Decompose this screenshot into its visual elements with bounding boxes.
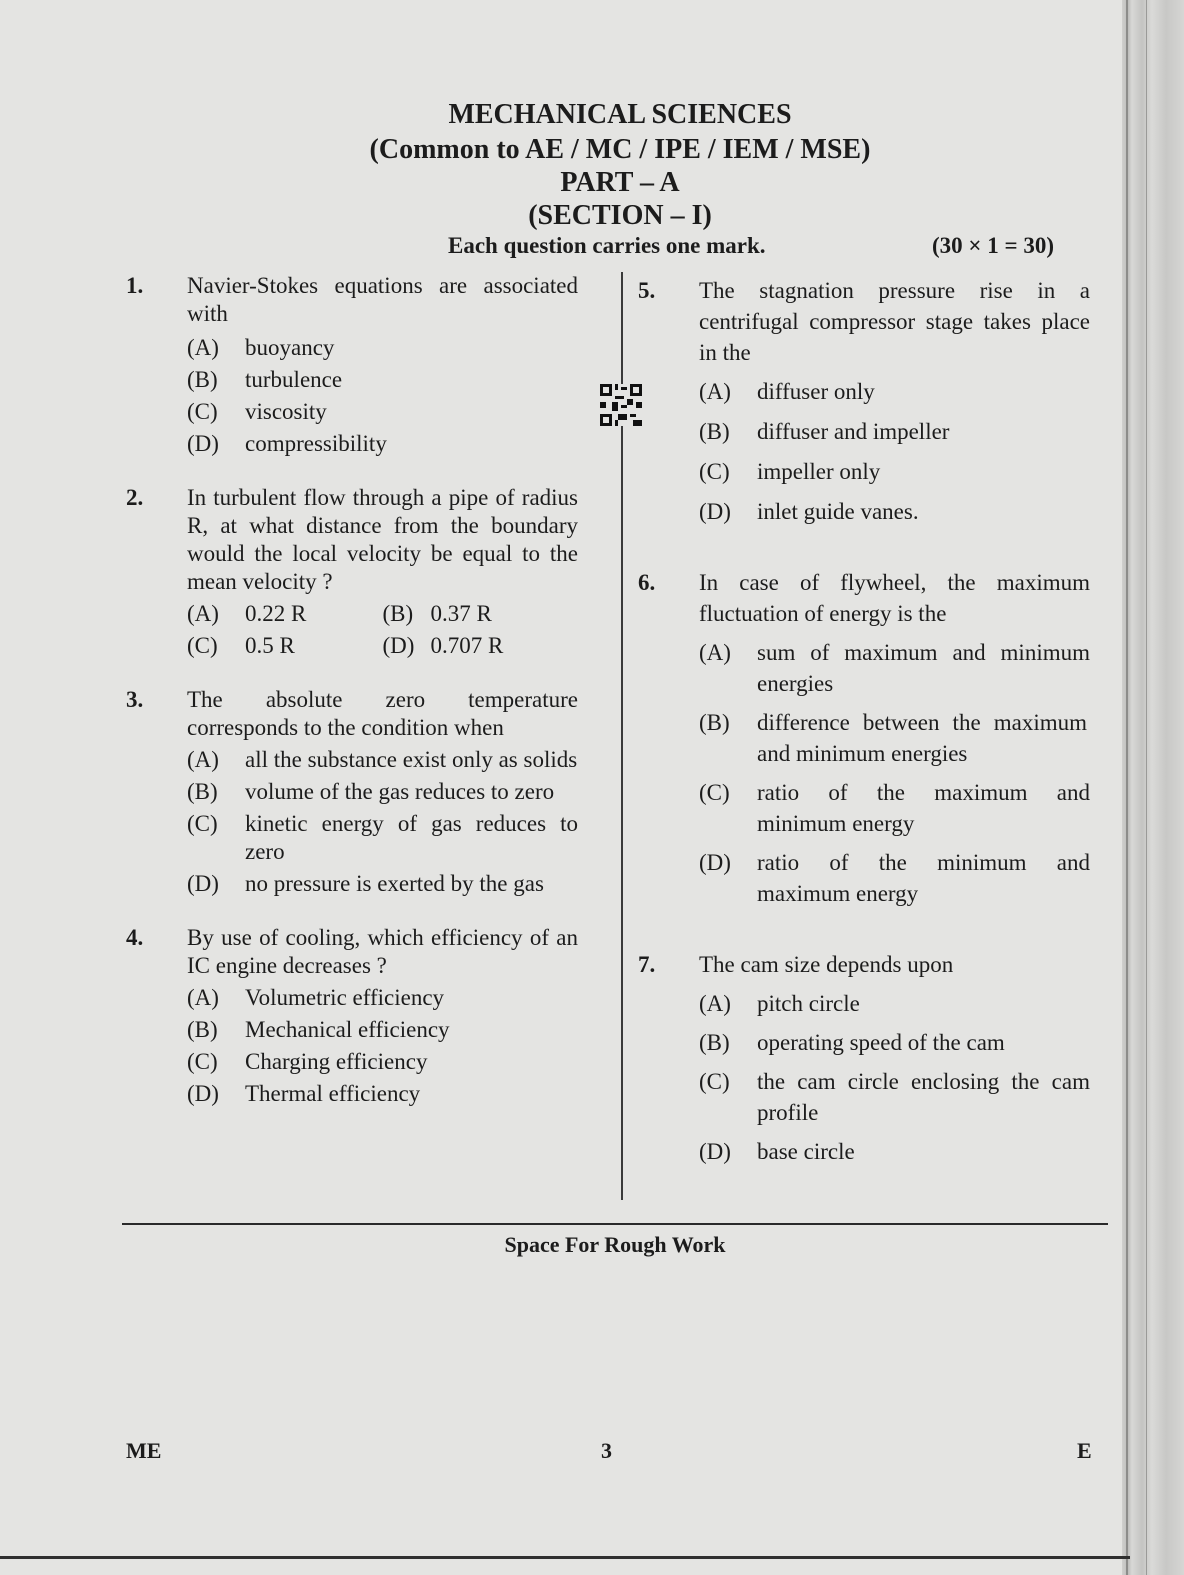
option-label: (B) (187, 1017, 218, 1042)
option-label: (B) (382, 601, 414, 626)
option-label: (A) (699, 991, 731, 1016)
option-label: (A) (699, 379, 731, 404)
option-label: (D) (187, 1081, 219, 1106)
option-text: volume of the gas reduces to zero (245, 779, 555, 804)
option-text: turbulence (245, 367, 343, 392)
page-number: 3 (601, 1438, 612, 1463)
option-text: kinetic energy of gas reduces to zero (245, 811, 578, 864)
paper-version: E (1077, 1438, 1092, 1463)
question-6 (638, 567, 1090, 909)
option-text: inlet guide vanes. (757, 499, 919, 524)
question-text: The cam size depends upon (699, 952, 954, 977)
option-text: difference between the maximum and minimum energies (757, 710, 1087, 766)
option-label: (B) (187, 367, 218, 392)
option-text: sum of maximum and minimum energies (757, 640, 1090, 696)
option-text: ratio of the minimum and maximum energy (757, 850, 1090, 906)
option-label: (D) (699, 499, 731, 524)
option-text: diffuser only (757, 379, 875, 404)
option-label: (C) (699, 780, 730, 805)
option-label: (D) (187, 431, 219, 456)
option-text: diffuser and impeller (757, 419, 950, 444)
option-text: Charging efficiency (245, 1049, 428, 1074)
option-label: (B) (699, 419, 730, 444)
option-label: (C) (699, 459, 730, 484)
option-text: Volumetric efficiency (245, 985, 445, 1010)
part-heading: PART – A (560, 167, 680, 198)
question-text: The stagnation pressure rise in a centrifugal compressor stage takes place in the (699, 278, 1090, 365)
option-text: pitch circle (757, 991, 860, 1016)
option-text: impeller only (757, 459, 881, 484)
option-label: (A) (699, 640, 731, 665)
page-binding-edge (1122, 0, 1184, 1575)
question-3 (126, 686, 578, 898)
left-column (126, 272, 578, 1112)
option-label: (D) (187, 871, 219, 896)
option-text: all the substance exist only as solids (245, 747, 578, 772)
option-label: (C) (187, 811, 218, 836)
option-text: Mechanical efficiency (245, 1017, 450, 1042)
option-text: 0.5 R (245, 633, 295, 658)
option-text: 0.37 R (430, 601, 492, 626)
question-5 (638, 275, 1090, 527)
option-label: (A) (187, 985, 219, 1010)
rough-work-label: Space For Rough Work (504, 1232, 726, 1257)
option-label: (A) (187, 601, 219, 626)
option-text: compressibility (245, 431, 387, 456)
question-number: 6. (638, 570, 656, 595)
option-text: the cam circle enclosing the cam profile (757, 1069, 1090, 1125)
option-label: (D) (382, 633, 415, 658)
question-text: In case of flywheel, the maximum fluctuation of energy is the (699, 570, 1090, 626)
option-label: (D) (699, 1139, 731, 1164)
question-number: 5. (638, 278, 656, 303)
option-label: (A) (187, 747, 219, 772)
question-number: 2. (126, 485, 144, 510)
question-number: 7. (638, 952, 656, 977)
option-text: 0.22 R (245, 601, 307, 626)
question-number: 3. (126, 687, 144, 712)
question-4 (126, 924, 578, 1108)
bottom-edge-line (0, 1556, 1130, 1559)
option-text: 0.707 R (430, 633, 504, 658)
option-label: (B) (187, 779, 218, 804)
option-label: (C) (187, 633, 218, 658)
question-number: 4. (126, 925, 144, 950)
question-1 (126, 272, 578, 458)
subject-title: MECHANICAL SCIENCES (448, 99, 792, 130)
option-label: (D) (699, 850, 731, 875)
subject-subtitle: (Common to AE / MC / IPE / IEM / MSE) (369, 134, 871, 165)
option-text: viscosity (245, 399, 327, 424)
option-label: (A) (187, 335, 219, 360)
option-text: ratio of the maximum and minimum energy (757, 780, 1090, 836)
qr-code-icon (600, 384, 642, 426)
option-label: (B) (699, 1030, 730, 1055)
option-label: (B) (699, 710, 730, 735)
option-label: (C) (699, 1069, 730, 1094)
question-text: Navier-Stokes equations are associated with (187, 273, 578, 326)
marks-instruction: Each question carries one mark. (448, 233, 766, 258)
rough-work-divider (122, 1223, 1108, 1225)
section-heading: (SECTION – I) (528, 200, 712, 231)
option-text: base circle (757, 1139, 855, 1164)
question-number: 1. (126, 273, 144, 298)
question-2 (126, 484, 578, 660)
option-text: buoyancy (245, 335, 335, 360)
option-text: Thermal efficiency (245, 1081, 421, 1106)
option-text: no pressure is exerted by the gas (245, 871, 544, 896)
question-7 (638, 949, 1090, 1167)
right-column (638, 275, 1090, 1171)
paper-code: ME (126, 1438, 162, 1463)
option-label: (C) (187, 1049, 218, 1074)
question-text: By use of cooling, which efficiency of an IC engine decreases ? (187, 925, 578, 978)
option-text: operating speed of the cam (757, 1030, 1005, 1055)
marks-total: (30 × 1 = 30) (932, 233, 1055, 258)
question-text: The absolute zero temperature corresponds to the condition when (187, 687, 578, 740)
question-text: In turbulent flow through a pipe of radius R, at what distance from the boundary would the local velocity be equal to the mean velocity ? (187, 485, 578, 594)
option-label: (C) (187, 399, 218, 424)
